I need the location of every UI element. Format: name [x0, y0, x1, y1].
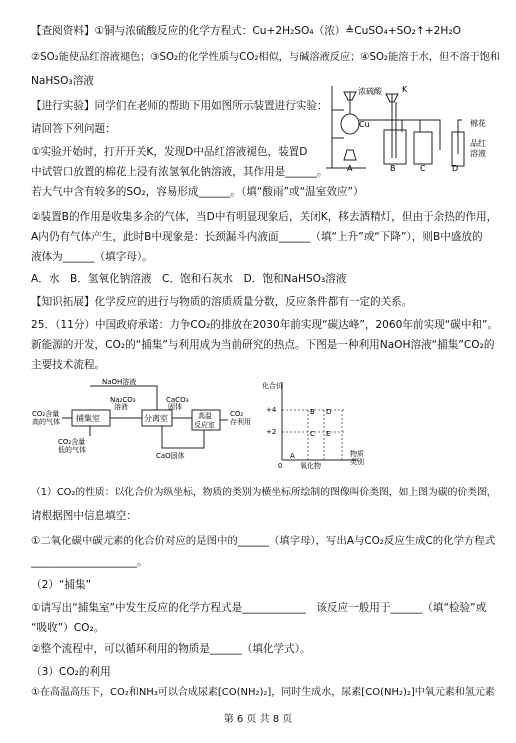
ytick-plus2: +2 — [266, 428, 277, 436]
line-6: ①实验开始时，打开开关K，发现D中品红溶液褪色，装置D — [31, 146, 308, 158]
class-label-1: 物质 — [350, 450, 364, 458]
cotton-label: 棉花 — [470, 119, 486, 128]
caco3-2: 固体 — [168, 403, 182, 411]
line-11: 液体为______（填字母）。 — [31, 251, 153, 263]
pinkred-label-2: 溶液 — [470, 149, 486, 158]
cao-label: CaO固体 — [156, 452, 185, 460]
apparatus-a: A — [347, 164, 353, 172]
line-25: （3）CO₂的利用 — [31, 666, 111, 678]
line-16: 主要技术流程。 — [31, 359, 106, 371]
co2-high-2: 高的气体 — [32, 418, 60, 426]
line-8: 若大气中含有较多的SO₂，容易形成______。（填“酸雨”或“温室效应”） — [31, 186, 364, 198]
line-12: A．水 B．氢氧化钠溶液 C．饱和石灰水 D．饱和NaHSO₃溶液 — [31, 273, 347, 285]
valence-axis-label: 化合价 — [262, 382, 283, 390]
co2-store-2: 存利用 — [230, 418, 251, 426]
page-footer: 第 6 页 共 8 页 — [223, 714, 293, 725]
pinkred-label-1: 品红 — [470, 139, 486, 148]
apparatus-b: B — [390, 164, 396, 172]
line-21: （2）“捕集” — [31, 579, 92, 591]
conc-acid-label: 浓硫酸 — [358, 87, 382, 96]
line-20: ____________________。 — [31, 556, 148, 568]
point-c: C — [310, 430, 315, 438]
line-2: ②SO₂能使品红溶液褪色；③SO₂的化学性质与CO₂相似，与碱溶液反应；④SO₂能溶于水，但不溶于饱和 — [31, 52, 501, 63]
line-18: 请根据图中信息填空： — [31, 510, 137, 522]
line-7: 中试管口放置的棉花上浸有浓氢氧化钠溶液，其作用是______。 — [31, 166, 328, 178]
na2co3-1: Na₂CO₃ — [110, 396, 136, 404]
class-label-2: 类别 — [350, 458, 364, 466]
line-1: 【查阅资料】①铜与浓硫酸反应的化学方程式：Cu+2H₂SO₄（浓）≜CuSO₄+SO₂↑+2H₂O — [31, 25, 461, 37]
line-19: ①二氧化碳中碳元素的化合价对应的是图中的______（填字母），写出A与CO₂反应生成C的化学方程式 — [31, 535, 496, 547]
hightemp-2: 反应室 — [194, 421, 215, 429]
point-e: E — [326, 430, 331, 438]
apparatus-figure — [322, 80, 492, 172]
co2-low-1: CO₂含量 — [58, 438, 86, 446]
line-14: 25．（11分）中国政府承诺：力争CO₂的排放在2030年前实现“碳达峰”，2060年前实现“碳中和”。 — [31, 319, 499, 331]
line-4: 【进行实验】同学们在老师的帮助下用如图所示装置进行实验： — [31, 100, 328, 112]
line-26: ①在高温高压下，CO₂和NH₃可以合成尿素[CO(NH₂)₂]，同时生成水，尿素[CO(NH₂)₂]中氧元素和氢元素 — [31, 687, 495, 698]
point-a: A — [290, 452, 295, 460]
co2-store-1: CO₂ — [230, 410, 244, 418]
line-3: NaHSO₃溶液 — [31, 75, 94, 87]
line-17: （1）CO₂的性质：以化合价为纵坐标，物质的类别为横坐标所绘制的图像叫价类图，如上图为碳的价类图， — [31, 487, 497, 498]
flow-diagram — [32, 376, 260, 466]
point-b: B — [310, 408, 315, 416]
cu-label: Cu — [359, 120, 370, 129]
hightemp-1: 高温 — [198, 412, 212, 420]
apparatus-c: C — [420, 164, 426, 172]
switch-k-label: K — [402, 85, 408, 94]
separation-room: 分离室 — [144, 414, 168, 423]
line-10: A内仍有气体产生，此时B中现象是：长颈漏斗内液面______（填“上升”或“下降”），则B中盛放的 — [31, 231, 483, 243]
co2-low-2: 低的气体 — [58, 446, 86, 454]
apparatus-d: D — [452, 164, 459, 172]
co2-high-1: CO₂含量 — [32, 410, 60, 418]
valence-diagram — [262, 376, 372, 470]
line-13: 【知识拓展】化学反应的进行与物质的溶质质量分数，反应条件都有一定的关系。 — [31, 296, 413, 308]
origin-label: 0 — [278, 462, 283, 470]
line-9: ②装置B的作用是收集多余的气体，当D中有明显现象后，关闭K，移去酒精灯，但由于余热的作用， — [31, 211, 498, 223]
point-d: D — [326, 408, 332, 416]
ytick-plus4: +4 — [266, 406, 277, 414]
line-22: ①请写出“捕集室”中发生反应的化学方程式是____________ 该反应一般用于______（填“检验”或 — [31, 602, 487, 614]
oxide-label: 氧化物 — [300, 462, 321, 470]
line-23: “吸收”）CO₂。 — [31, 622, 105, 634]
line-24: ②整个流程中，可以循环利用的物质是______（填化学式）。 — [31, 643, 311, 655]
na2co3-2: 溶液 — [114, 403, 128, 411]
naoh-label: NaOH溶液 — [102, 378, 137, 386]
line-5: 请回答下列问题： — [31, 123, 116, 135]
capture-room: 捕集室 — [76, 414, 100, 423]
line-15: 新能源的开发，CO₂的“捕集”与利用成为当前研究的热点。下图是一种利用NaOH溶液“捕集”CO₂的 — [31, 339, 495, 351]
caco3-1: CaCO₃ — [166, 396, 189, 404]
